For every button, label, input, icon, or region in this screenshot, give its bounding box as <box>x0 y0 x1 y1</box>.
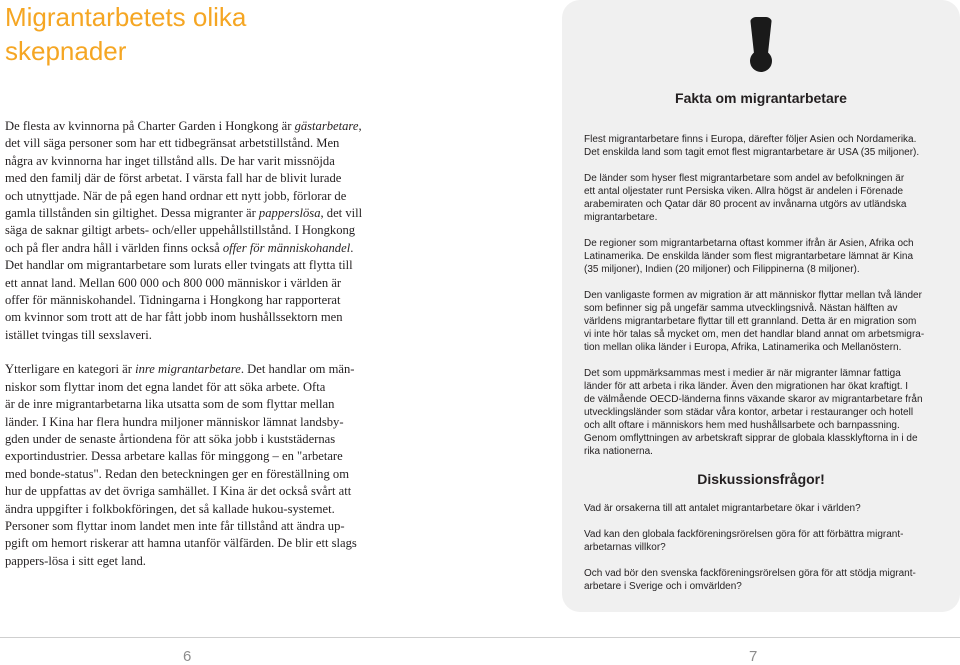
text-line: offer för människohandel. Tidningarna i Hongkong har rapporterat <box>5 293 341 308</box>
fact-box-body <box>584 133 944 471</box>
fact-box-title: Fakta om migrantarbetare <box>675 90 847 106</box>
term-papperslosa: papperslösa <box>258 206 321 221</box>
page-title: Migrantarbetets olika skepnader <box>5 2 247 66</box>
fact-paragraph: De länder som hyser flest migrantarbetare som andel av befolkningen är ett antal oljestater runt Persiska viken. Allra högst är andelen i Förenade arabemiraten och Qatar där 80 procent av invånarna utgörs av utländska migrantarbetare. <box>584 173 907 223</box>
main-text-column <box>5 118 407 570</box>
text-line: Det handlar om migrantarbetare som lurats eller tvingats att flytta till <box>5 258 353 273</box>
text-line: Personer som flyttar inom landet men inte får tillstånd att ändra up- <box>5 518 345 533</box>
fact-paragraph: Den vanligaste formen av migration är att människor flyttar mellan två länder som befinner sig på ungefär samma utvecklingsnivå. Nästan hälften av världens migrantarbetare flyttar till ett grannland. Detta är en migration som vi inte hör talas så mycket om, men det handlar bland annat om arbetsmigra- tion mellan olika länder i Europa, Afrika, Latinamerika och Mellanöstern. <box>584 290 925 353</box>
text-line: och på fler andra håll i världen finns också offer för människohandel. <box>5 240 354 255</box>
fact-paragraph: De regioner som migrantarbetarna oftast kommer ifrån är Asien, Afrika och Latinamerika. De enskilda länder som flest migrantarbetare lämnat är Kina (35 miljoner), Indien (20 miljoner) och Filippinerna (8 miljoner). <box>584 238 914 275</box>
text-line: ett annat land. Mellan 600 000 och 800 000 människor i världen är <box>5 275 342 290</box>
text-line: pappers-lösa i sitt eget land. <box>5 553 146 568</box>
text-line: niskor som flyttar inom det egna landet för att söka arbete. Ofta <box>5 379 326 394</box>
text-line: är de inre migrantarbetarna lika utsatta som de som flyttar mellan <box>5 397 335 412</box>
text-line: säga de saknar giltigt arbets- och/eller uppehållstillstånd. I Hongkong <box>5 223 356 238</box>
text-line: hur de uppfattas av det övriga samhället. I Kina är det också svårt att <box>5 484 352 499</box>
term-gastarbetare: gästarbetare <box>294 119 359 133</box>
page-number-right: 7 <box>749 648 758 665</box>
text-line: om kvinnor som trott att de har fått jobb inom hushållssektorn men <box>5 310 343 325</box>
text-line: ändra uppgifter i folkbokföringen, det så kallade hukou-systemet. <box>5 501 335 516</box>
text-line: det vill säga personer som har ett tidbegränsat arbetstillstånd. Men <box>5 136 340 151</box>
text-line: pgift om hemort riskerar att hamna utanför välfärden. De blir ett slags <box>5 536 357 551</box>
text-line: och utnyttjade. När de på egen hand ordnar ett nytt jobb, förlorar de <box>5 188 347 203</box>
text-line: istället tvingas till sexslaveri. <box>5 327 152 342</box>
text-line: med bonde-status". Redan den beteckningen ger en föreställning om <box>5 466 350 481</box>
fact-paragraph: Det som uppmärksammas mest i medier är när migranter lämnar fattiga länder för att arbeta i rika länder. Även den migrationen har ökat kraftigt. I de välmående OECD-länderna finns växande skaror av migrantarbetare från utvecklingsländer som städar våra kontor, arbetar i restauranger och hotell och allt oftare i människors hem med hushållsarbete och barnpassning. Genom omflyttningen av arbetskraft sipprar de globala klassklyftorna in i de rika nationerna. <box>584 368 923 457</box>
text-line: Ytterligare en kategori är inre migrantarbetare. Det handlar om män- <box>5 362 355 377</box>
footer-divider <box>0 637 960 638</box>
text-line: med den familj där de först arbetat. I värsta fall har de blivit lurade <box>5 171 342 186</box>
fact-paragraph: Flest migrantarbetare finns i Europa, därefter följer Asien och Nordamerika. Det enskilda land som tagit emot flest migrantarbetare är USA (35 miljoner). <box>584 134 920 158</box>
text-line: exportindustrier. Dessa arbetare kallas för minggong – en "arbetare <box>5 449 343 464</box>
discussion-question: Och vad bör den svenska fackföreningsrörelsen göra för att stödja migrant- arbetare i Sverige och i omvärlden? <box>584 568 916 592</box>
page-number-left: 6 <box>183 648 192 665</box>
discussion-title: Diskussionsfrågor! <box>697 471 825 487</box>
text-line: De flesta av kvinnorna på Charter Garden i Hongkong är gästarbetare, <box>5 119 362 133</box>
paragraph-guest-workers <box>5 118 407 344</box>
term-offer-for-manniskohandel: offer för människohandel <box>222 240 351 255</box>
exclamation-dot-icon <box>750 50 772 72</box>
text-line: några av kvinnorna har inget tillstånd alls. De har varit missnöjda <box>5 153 335 168</box>
discussion-question: Vad kan den globala fackföreningsrörelsen göra för att förbättra migrant- arbetarnas villkor? <box>584 529 904 553</box>
paragraph-internal-migrants <box>5 361 407 570</box>
text-line: gden under de senaste årtiondena för att söka jobb i kuststädernas <box>5 431 336 446</box>
text-line: gamla tillstånden sin giltighet. Dessa migranter är papperslösa, det vill <box>5 206 363 221</box>
term-inre-migrantarbetare: inre migrantarbetare <box>135 362 241 377</box>
text-line: länder. I Kina har flera hundra miljoner människor lämnat landsby- <box>5 414 344 429</box>
discussion-questions <box>584 502 944 606</box>
discussion-question: Vad är orsakerna till att antalet migrantarbetare ökar i världen? <box>584 503 861 514</box>
